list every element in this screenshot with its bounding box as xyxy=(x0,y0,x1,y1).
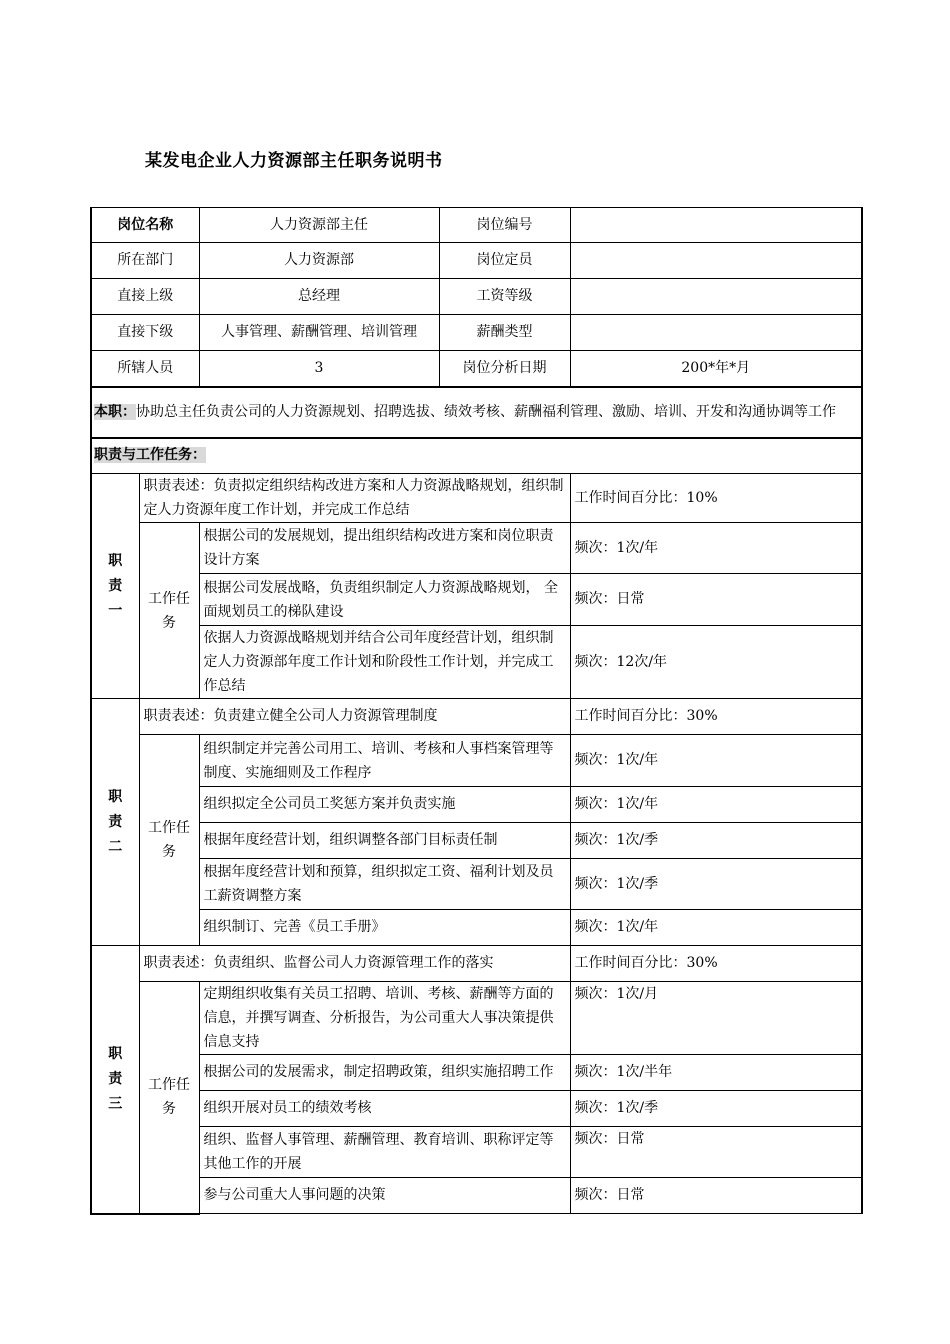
task-text: 组织拟定全公司员工奖惩方案并负责实施 xyxy=(199,787,570,823)
duty-label-char: 三 xyxy=(108,1095,123,1112)
info-value: 总经理 xyxy=(199,279,439,315)
info-label: 直接上级 xyxy=(91,279,199,315)
task-text: 参与公司重大人事问题的决策 xyxy=(199,1178,570,1214)
info-value: 人力资源部主任 xyxy=(199,208,439,243)
task-text: 根据公司的发展规划，提出组织结构改进方案和岗位职责设计方案 xyxy=(199,523,570,574)
info-value-2 xyxy=(570,243,862,279)
info-value: 人力资源部 xyxy=(199,243,439,279)
info-label: 直接下级 xyxy=(91,315,199,351)
duty-label-char: 责 xyxy=(108,813,123,830)
duties-header-row xyxy=(91,438,862,474)
info-row xyxy=(91,243,862,279)
info-label: 所辖人员 xyxy=(91,351,199,387)
summary-label: 本职： xyxy=(94,404,136,420)
summary-cell xyxy=(91,387,862,438)
info-row xyxy=(91,351,862,387)
task-text: 根据年度经营计划和预算，组织拟定工资、福利计划及员工薪资调整方案 xyxy=(199,859,570,910)
info-label: 岗位名称 xyxy=(91,208,199,243)
task-label: 工作任务 xyxy=(139,735,199,946)
task-frequency: 频次：1次/年 xyxy=(570,910,862,946)
task-frequency: 频次：12次/年 xyxy=(570,626,862,699)
task-frequency: 频次：1次/年 xyxy=(570,735,862,787)
duty-label-char: 责 xyxy=(108,577,123,594)
duty-label-char: 一 xyxy=(108,602,123,619)
duty-3-label xyxy=(91,946,139,1214)
info-label-2: 岗位分析日期 xyxy=(439,351,570,387)
task-frequency: 频次：1次/年 xyxy=(570,787,862,823)
task-row xyxy=(91,823,862,859)
task-frequency: 频次：1次/季 xyxy=(570,859,862,910)
duty-statement-row xyxy=(91,946,862,982)
info-value: 人事管理、薪酬管理、培训管理 xyxy=(199,315,439,351)
info-label-2: 工资等级 xyxy=(439,279,570,315)
task-row xyxy=(91,626,862,699)
duty-statement-row xyxy=(91,474,862,523)
task-frequency: 频次：日常 xyxy=(570,574,862,626)
task-row xyxy=(91,574,862,626)
job-description-table xyxy=(90,207,863,1215)
duty-statement: 职责表述：负责拟定组织结构改进方案和人力资源战略规划，组织制定人力资源年度工作计划，并完成工作总结 xyxy=(139,474,570,523)
task-label: 工作任务 xyxy=(139,523,199,699)
task-row xyxy=(91,910,862,946)
info-label-2: 岗位编号 xyxy=(439,208,570,243)
task-text: 组织、监督人事管理、薪酬管理、教育培训、职称评定等其他工作的开展 xyxy=(199,1127,570,1178)
task-row xyxy=(91,523,862,574)
info-value-2 xyxy=(570,208,862,243)
task-frequency: 频次：日常 xyxy=(570,1127,862,1178)
duty-statement: 职责表述：负责建立健全公司人力资源管理制度 xyxy=(139,699,570,735)
task-row xyxy=(91,787,862,823)
task-row xyxy=(91,1127,862,1178)
duty-percent: 工作时间百分比：30% xyxy=(570,946,862,982)
task-row xyxy=(91,1091,862,1127)
document-title: 某发电企业人力资源部主任职务说明书 xyxy=(145,151,443,171)
summary-text: 协助总主任负责公司的人力资源规划、招聘选拔、绩效考核、薪酬福利管理、激励、培训、开发和沟通协调等工作 xyxy=(136,404,836,420)
task-label: 工作任务 xyxy=(139,982,199,1214)
duty-label-char: 职 xyxy=(108,788,123,805)
info-value-2 xyxy=(570,315,862,351)
task-text: 根据公司的发展需求，制定招聘政策，组织实施招聘工作 xyxy=(199,1055,570,1091)
info-row xyxy=(91,315,862,351)
duty-label-char: 职 xyxy=(108,1045,123,1062)
task-text: 组织制订、完善《员工手册》 xyxy=(199,910,570,946)
duty-label-char: 职 xyxy=(108,552,123,569)
task-text: 定期组织收集有关员工招聘、培训、考核、薪酬等方面的信息，并撰写调查、分析报告，为公司重大人事决策提供信息支持 xyxy=(199,982,570,1055)
task-row xyxy=(91,735,862,787)
info-label-2: 岗位定员 xyxy=(439,243,570,279)
duties-header: 职责与工作任务： xyxy=(94,447,206,464)
task-row xyxy=(91,1055,862,1091)
info-value-2 xyxy=(570,279,862,315)
task-text: 依据人力资源战略规划并结合公司年度经营计划，组织制定人力资源部年度工作计划和阶段性工作计划，并完成工作总结 xyxy=(199,626,570,699)
task-frequency: 频次：1次/月 xyxy=(570,982,862,1055)
info-value: 3 xyxy=(199,351,439,387)
task-row xyxy=(91,982,862,1055)
task-text: 根据年度经营计划，组织调整各部门目标责任制 xyxy=(199,823,570,859)
task-row xyxy=(91,859,862,910)
duties-header-cell xyxy=(91,438,862,474)
task-text: 根据公司发展战略，负责组织制定人力资源战略规划， 全面规划员工的梯队建设 xyxy=(199,574,570,626)
duty-1-label xyxy=(91,474,139,699)
task-frequency: 频次：日常 xyxy=(570,1178,862,1214)
duty-statement-row xyxy=(91,699,862,735)
duty-label-char: 责 xyxy=(108,1070,123,1087)
info-label-2: 薪酬类型 xyxy=(439,315,570,351)
task-frequency: 频次：1次/年 xyxy=(570,523,862,574)
task-frequency: 频次：1次/季 xyxy=(570,1091,862,1127)
duty-label-char: 二 xyxy=(108,838,123,855)
duty-2-label xyxy=(91,699,139,946)
info-row xyxy=(91,208,862,243)
task-text: 组织开展对员工的绩效考核 xyxy=(199,1091,570,1127)
summary-row xyxy=(91,387,862,438)
task-text: 组织制定并完善公司用工、培训、考核和人事档案管理等制度、实施细则及工作程序 xyxy=(199,735,570,787)
task-frequency: 频次：1次/半年 xyxy=(570,1055,862,1091)
duty-statement: 职责表述：负责组织、监督公司人力资源管理工作的落实 xyxy=(139,946,570,982)
info-row xyxy=(91,279,862,315)
info-label: 所在部门 xyxy=(91,243,199,279)
duty-percent: 工作时间百分比：30% xyxy=(570,699,862,735)
info-value-2: 200*年*月 xyxy=(570,351,862,387)
task-row xyxy=(91,1178,862,1214)
task-frequency: 频次：1次/季 xyxy=(570,823,862,859)
duty-percent: 工作时间百分比：10% xyxy=(570,474,862,523)
